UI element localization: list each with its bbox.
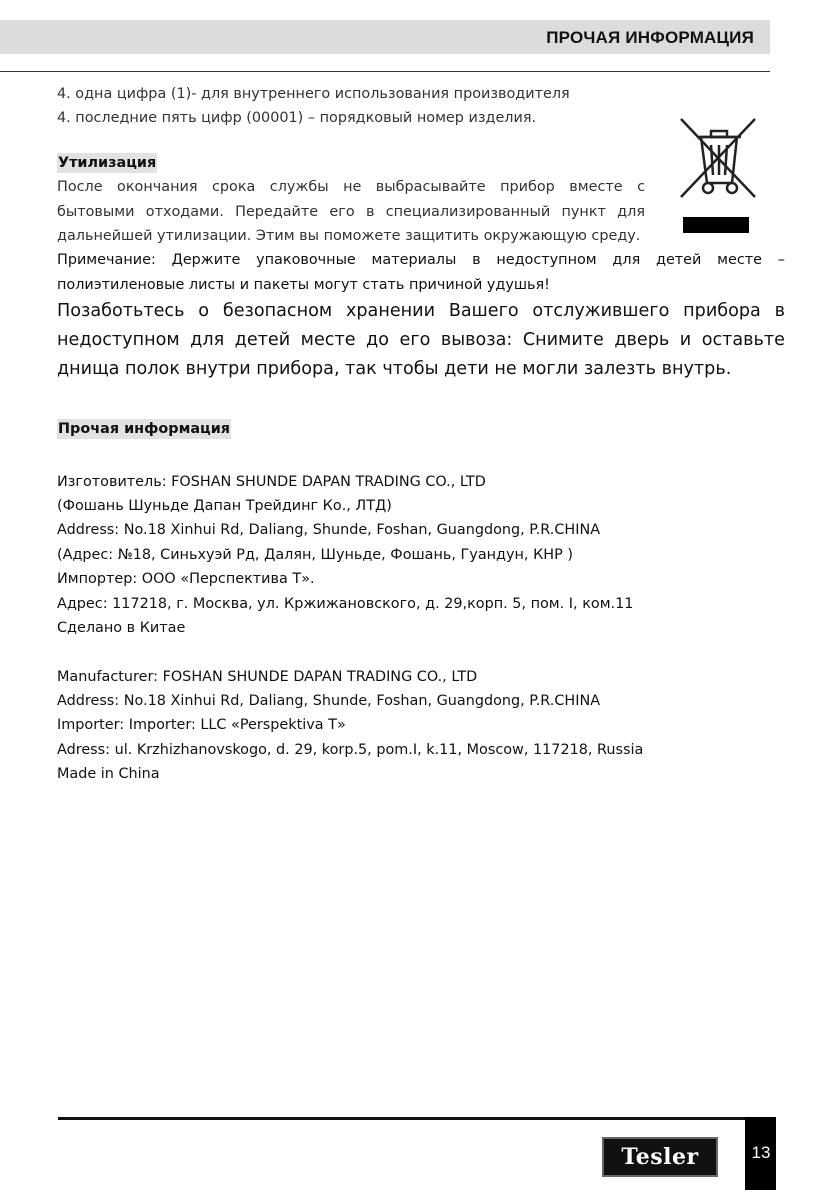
info-line: Изготовитель: FOSHAN SHUNDE DAPAN TRADING CO., LTD — [57, 473, 486, 490]
header-divider — [0, 71, 770, 72]
page-content — [57, 82, 785, 787]
info-line: Importer: Importer: LLC «Perspektiva Т» — [57, 717, 346, 734]
safety-instructions: Позаботьтесь о безопасном хранении Вашего отслужившего прибора в недоступном для детей месте до его вывоза: Снимите дверь и оставьте днища полок внутри прибора, так чтобы дети не могли залезть внутрь. — [57, 301, 785, 380]
info-line: Адрес: 117218, г. Москва, ул. Кржижановского, д. 29,корп. 5, пом. I, ком.11 — [57, 595, 634, 612]
manufacturer-info-ru — [57, 470, 785, 641]
page-number: 13 — [751, 1143, 771, 1162]
info-line: Manufacturer: FOSHAN SHUNDE DAPAN TRADING CO., LTD — [57, 668, 478, 685]
serial-info-line: 4. одна цифра (1)- для внутреннего использования производителя — [57, 86, 570, 102]
crossed-out-wheelie-bin-icon — [677, 113, 761, 237]
info-line: Импортер: ООО «Перспектива Т». — [57, 571, 315, 588]
info-line: Made in China — [57, 766, 160, 783]
info-line: Address: No.18 Xinhui Rd, Daliang, Shunde, Foshan, Guangdong, P.R.CHINA — [57, 522, 601, 539]
info-line: Address: No.18 Xinhui Rd, Daliang, Shunde, Foshan, Guangdong, P.R.CHINA — [57, 692, 601, 709]
other-info-section — [57, 417, 785, 441]
info-line: Сделано в Китае — [57, 620, 186, 637]
utilization-text: После окончания срока службы не выбрасывайте прибор вместе с бытовыми отходами. Передайте его в специализированный пункт для дальнейшей утилизации. Этим вы поможете защитить окружающую среду. — [57, 179, 645, 245]
header-bar — [0, 20, 770, 54]
page-title: ПРОЧАЯ ИНФОРМАЦИЯ — [546, 28, 754, 47]
info-line: (Адрес: №18, Синьхуэй Рд, Далян, Шуньде, Фошань, Гуандун, КНР ) — [57, 546, 573, 563]
utilization-heading: Утилизация — [58, 154, 157, 171]
info-line: (Фошань Шуньде Дапан Трейдинг Ко., ЛТД) — [57, 498, 392, 515]
info-line: Adress: ul. Krzhizhanovskogo, d. 29, korp.5, pom.I, k.11, Moscow, 117218, Russia — [57, 741, 644, 758]
brand-logo — [602, 1137, 718, 1177]
packaging-note: Примечание: Держите упаковочные материалы в недоступном для детей месте – полиэтиленовые листы и пакеты могут стать причиной удушья! — [57, 252, 785, 293]
other-info-heading: Прочая информация — [58, 421, 231, 438]
brand-logo-text: Tesler — [621, 1144, 699, 1170]
manufacturer-info-en — [57, 665, 785, 787]
footer-divider — [58, 1117, 745, 1120]
serial-info-line: 4. последние пять цифр (00001) – порядковый номер изделия. — [57, 110, 537, 127]
utilization-section — [57, 151, 785, 249]
